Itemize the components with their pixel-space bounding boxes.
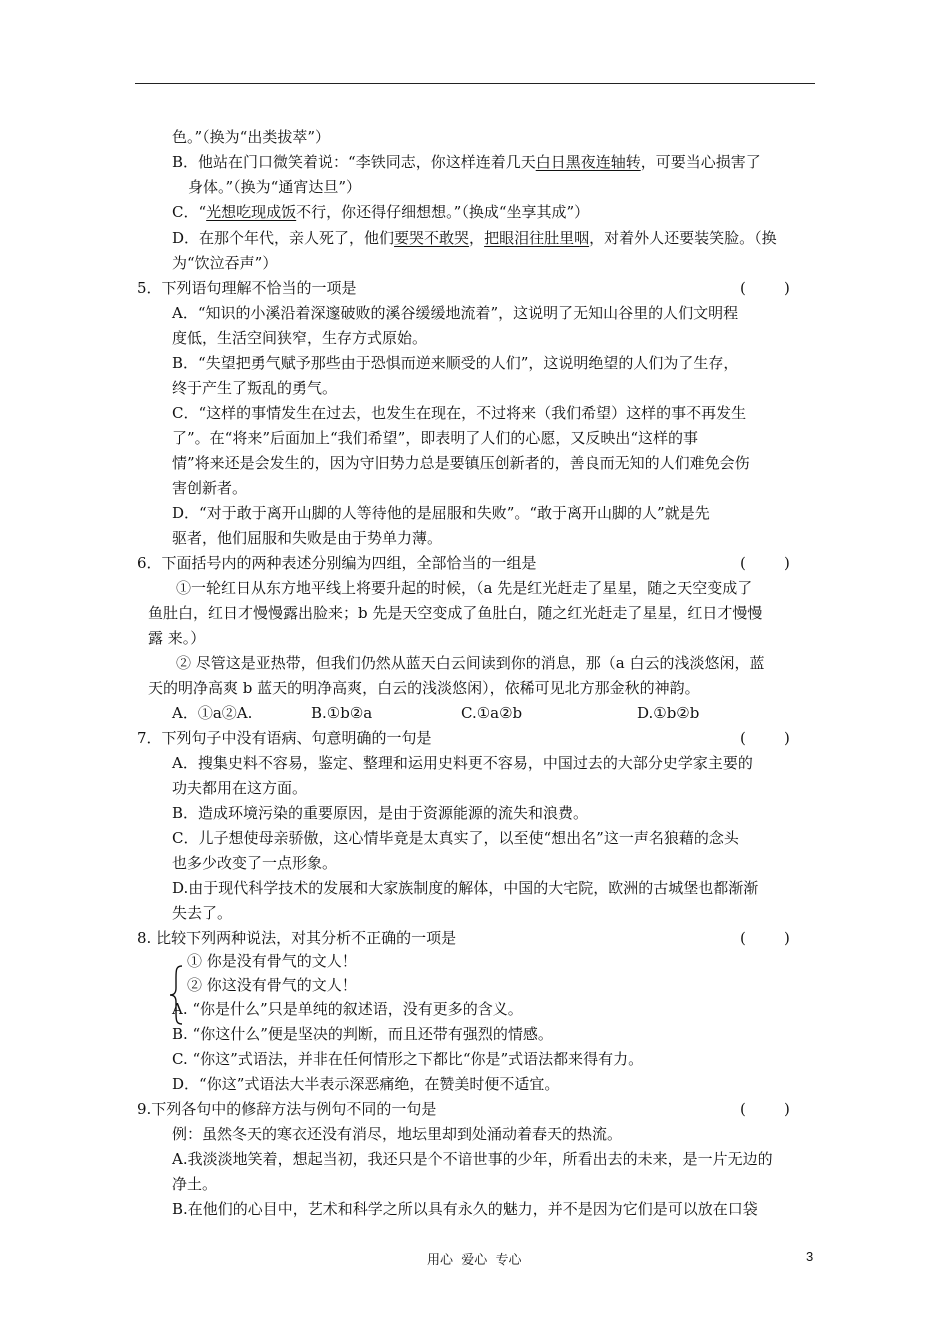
- q4-option-b-line2: 身体。”（换为“通宵达旦”）: [188, 178, 362, 196]
- q7-stem: 7．下列句子中没有语病、句意明确的一句是: [137, 729, 432, 747]
- q5-answer-blank: ( ): [740, 279, 790, 297]
- q7-option-d-line1: D.由于现代科学技术的发展和大家族制度的解体，中国的大宅院，欧洲的古城堡也都渐渐: [172, 879, 759, 897]
- q6-answer-blank: ( ): [740, 554, 790, 572]
- q6-option-c: C.①a②b: [461, 704, 523, 722]
- q7-option-b: B．造成环境污染的重要原因，是由于资源能源的流失和浪费。: [172, 804, 589, 822]
- q7-option-a-line1: A．搜集史料不容易，鉴定、整理和运用史料更不容易，中国过去的大部分史学家主要的: [172, 754, 753, 772]
- q6-sentence2-line2: 天的明净高爽 b 蓝天的明净高爽，白云的浅淡悠闲），依稀可见北方那金秋的神韵。: [148, 679, 700, 697]
- q5-option-d-line1: D．“对于敢于离开山脚的人等待他的是屈服和失败”。“敢于离开山脚的人”就是先: [172, 504, 710, 522]
- q5-stem: 5．下列语句理解不恰当的一项是: [137, 279, 357, 297]
- footer-motto: 用心 爱心 专心: [427, 1253, 522, 1268]
- q7-option-c-line2: 也多少改变了一点形象。: [172, 854, 338, 872]
- q5-option-c-line2: 了”。在“将来”后面加上“我们希望”，即表明了人们的心愿，又反映出“这样的事: [172, 429, 699, 447]
- q7-option-d-line2: 失去了。: [172, 904, 233, 922]
- q6-option-a: A．①a②A.: [172, 704, 253, 722]
- q4-option-a-tail: 色。”（换为“出类拔萃”）: [172, 128, 331, 146]
- q5-option-b-line2: 终于产生了叛乱的勇气。: [172, 379, 338, 397]
- page-number: 3: [806, 1249, 814, 1264]
- q5-option-c-line1: C．“这样的事情发生在过去，也发生在现在，不过将来（我们希望）这样的事不再发生: [172, 404, 747, 422]
- q8-option-b: B. “你这什么”便是坚决的判断，而且还带有强烈的情感。: [172, 1025, 553, 1043]
- q5-option-a-line1: A．“知识的小溪沿着深邃破败的溪谷缓缓地流着”，这说明了无知山谷里的人们文明程: [172, 304, 739, 322]
- q8-stem: 8. 比较下列两种说法，对其分析不正确的一项是: [137, 929, 457, 947]
- q8-answer-blank: ( ): [740, 929, 790, 947]
- q5-option-b-line1: B．“失望把勇气赋予那些由于恐惧而逆来顺受的人们”，这说明绝望的人们为了生存，: [172, 354, 739, 372]
- q5-option-a-line2: 度低，生活空间狭窄，生存方式原始。: [172, 329, 428, 347]
- q7-option-a-line2: 功夫都用在这方面。: [172, 779, 308, 797]
- q4-option-c: C．“光想吃现成饭不行，你还得仔细想想。”（换成“坐享其成”）: [172, 203, 590, 221]
- q5-option-d-line2: 驱者，他们屈服和失败是由于势单力薄。: [172, 529, 443, 547]
- q7-answer-blank: ( ): [740, 729, 790, 747]
- q6-sentence1-line2: 鱼肚白，红日才慢慢露出脸来；b 先是天空变成了鱼肚白，随之红光赶走了星星，红日才慢慢: [148, 604, 763, 622]
- q6-option-b: B.①b②a: [311, 704, 373, 722]
- q8-option-c: C. “你这”式语法，并非在任何情形之下都比“你是”式语法都来得有力。: [172, 1050, 644, 1068]
- q8-sentence2: ② 你这没有骨气的文人！: [187, 976, 357, 994]
- q9-option-b-line1: B.在他们的心目中，艺术和科学之所以具有永久的魅力，并不是因为它们是可以放在口袋: [172, 1200, 758, 1218]
- q6-option-d: D.①b②b: [637, 704, 700, 722]
- q8-option-a: A. “你是什么”只是单纯的叙述语，没有更多的含义。: [172, 1000, 523, 1018]
- q6-sentence1-line1: ①一轮红日从东方地平线上将要升起的时候，（a 先是红光赶走了星星，随之天空变成了: [176, 579, 753, 597]
- q4-option-d-line2: 为“饮泣吞声”）: [172, 254, 278, 272]
- q9-stem: 9.下列各句中的修辞方法与例句不同的一句是: [137, 1100, 437, 1118]
- q9-option-a-line1: A.我淡淡地笑着，想起当初，我还只是个不谙世事的少年，所看出去的未来，是一片无边的: [172, 1150, 773, 1168]
- q8-option-d: D．“你这”式语法大半表示深恶痛绝，在赞美时便不适宜。: [172, 1075, 560, 1093]
- q4-option-b-line1: B．他站在门口微笑着说：“李铁同志，你这样连着几天白日黑夜连轴转，可要当心损害了: [172, 153, 761, 171]
- q6-sentence2-line1: ② 尽管这是亚热带，但我们仍然从蓝天白云间读到你的消息，那（a 白云的浅淡悠闲，蓝: [176, 654, 765, 672]
- header-rule: [135, 83, 815, 84]
- q8-sentence1: ① 你是没有骨气的文人！: [187, 952, 357, 970]
- q7-option-c-line1: C．儿子想使母亲骄傲，这心情毕竟是太真实了，以至使“想出名”这一声名狼藉的念头: [172, 829, 739, 847]
- q9-option-a-line2: 净土。: [172, 1175, 218, 1193]
- q9-answer-blank: ( ): [740, 1100, 790, 1118]
- q9-example: 例：虽然冬天的寒衣还没有消尽，地坛里却到处涌动着春天的热流。: [172, 1125, 623, 1143]
- q4-option-d-line1: D．在那个年代，亲人死了，他们要哭不敢哭，把眼泪往肚里咽，对着外人还要装笑脸。（换: [172, 229, 777, 247]
- q5-option-c-line3: 情”将来还是会发生的，因为守旧势力总是要镇压创新者的，善良而无知的人们难免会伤: [172, 454, 750, 472]
- q6-stem: 6．下面括号内的两种表述分别编为四组，全部恰当的一组是: [137, 554, 537, 572]
- q6-sentence1-line3: 露 来。）: [148, 629, 206, 647]
- q5-option-c-line4: 害创新者。: [172, 479, 248, 497]
